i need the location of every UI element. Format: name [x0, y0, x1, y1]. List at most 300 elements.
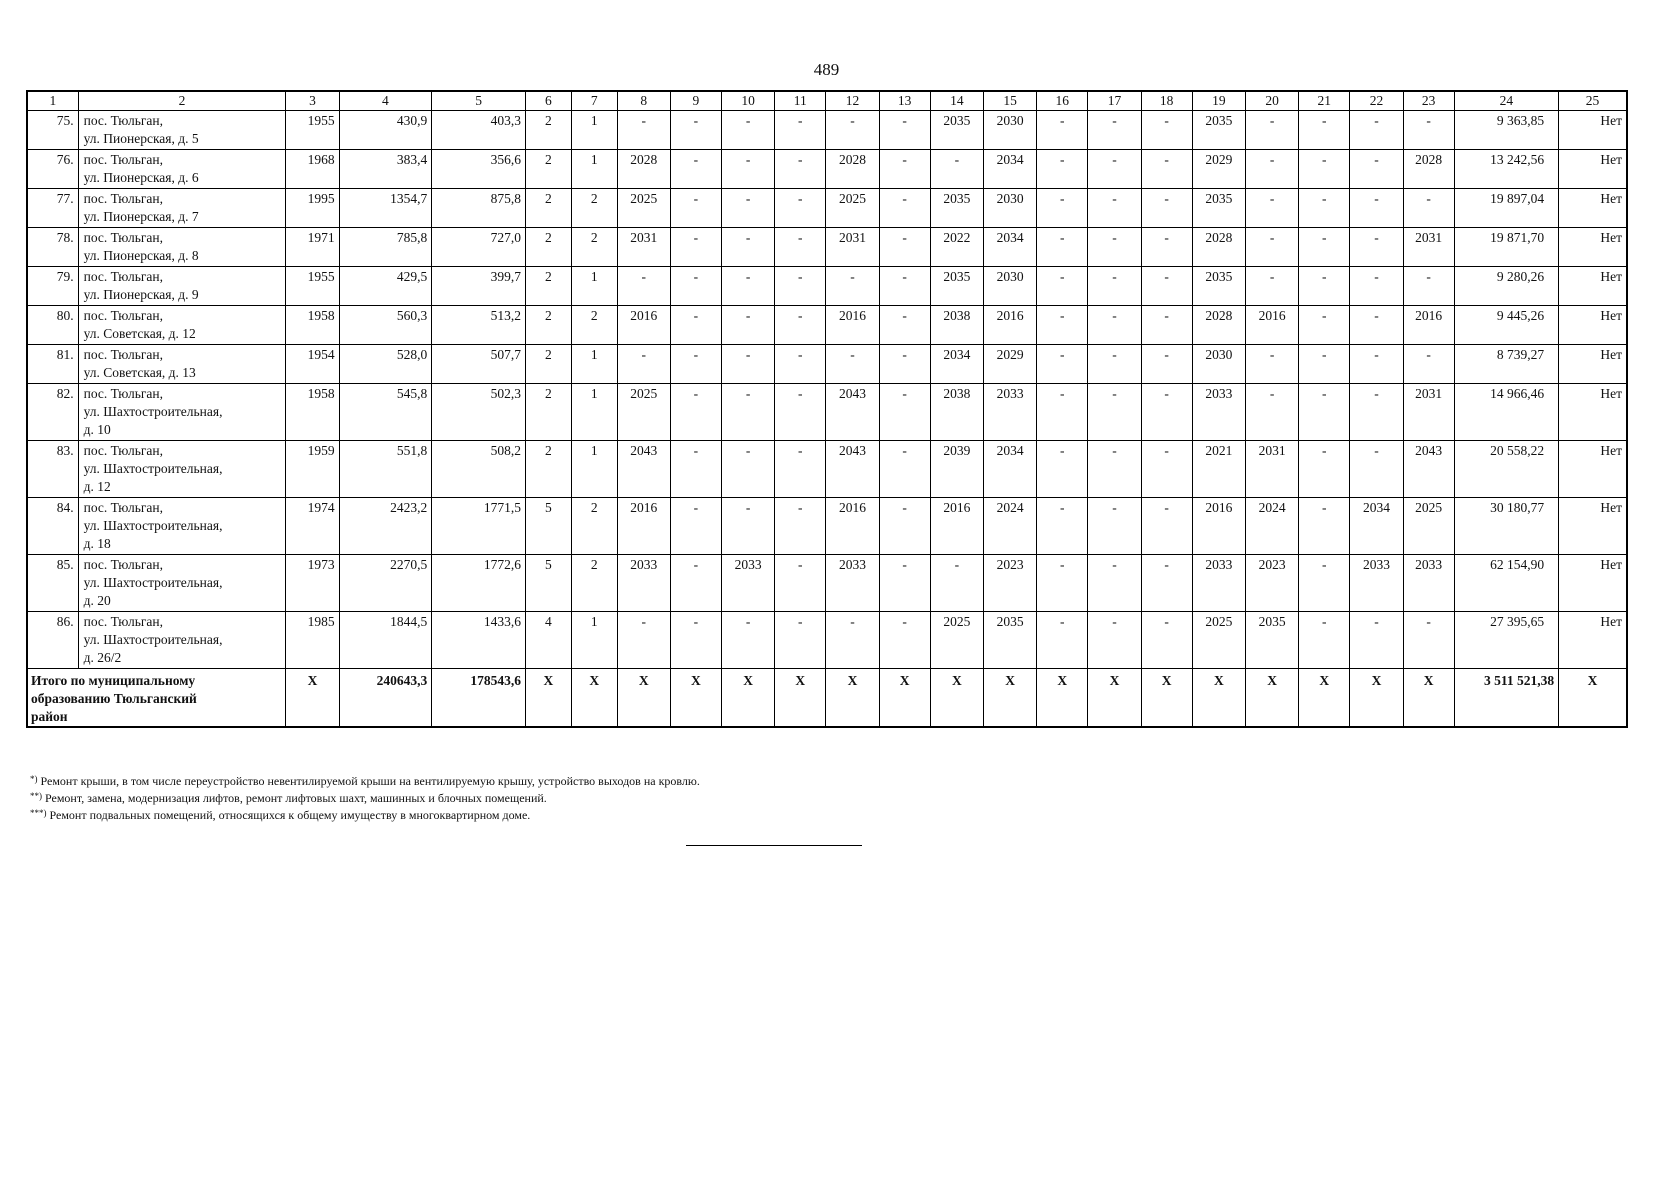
column-value-c10: -: [721, 111, 774, 150]
address-street: ул. Пионерская, д. 8: [83, 248, 199, 263]
total-x-cell: X: [1088, 669, 1141, 728]
column-value-c13: -: [879, 111, 930, 150]
year-cell: 1959: [286, 441, 339, 498]
flag-cell: Нет: [1559, 306, 1627, 345]
column-value-c7: 1: [571, 150, 617, 189]
column-value-c8: 2025: [617, 384, 670, 441]
column-value-c20: -: [1245, 267, 1298, 306]
column-value-c23: 2043: [1403, 441, 1454, 498]
column-value-c10: -: [721, 267, 774, 306]
column-value-c22: 2034: [1350, 498, 1403, 555]
column-value-c13: -: [879, 612, 930, 669]
address-cell: [78, 306, 286, 345]
housing-repair-table: [26, 90, 1628, 728]
column-value-c11: -: [775, 150, 826, 189]
flag-cell: Нет: [1559, 345, 1627, 384]
flag-cell: Нет: [1559, 150, 1627, 189]
column-header: 21: [1299, 91, 1350, 111]
column-value-c19: 2028: [1192, 228, 1245, 267]
address-settlement: пос. Тюльган,: [83, 347, 164, 362]
column-value-c21: -: [1299, 612, 1350, 669]
column-header: 20: [1245, 91, 1298, 111]
total-row: [27, 669, 1627, 728]
flag-cell: Нет: [1559, 384, 1627, 441]
column-value-c21: -: [1299, 345, 1350, 384]
column-value-c6: 2: [526, 441, 572, 498]
column-value-c22: -: [1350, 384, 1403, 441]
column-value-c22: -: [1350, 345, 1403, 384]
column-value-c9: -: [670, 612, 721, 669]
column-value-c23: 2025: [1403, 498, 1454, 555]
address-cell: [78, 612, 286, 669]
column-value-c11: -: [775, 228, 826, 267]
column-value-c8: 2028: [617, 150, 670, 189]
column-header: 8: [617, 91, 670, 111]
column-value-c14: -: [930, 555, 983, 612]
column-value-c17: -: [1088, 189, 1141, 228]
year-cell: 1955: [286, 267, 339, 306]
column-value-c6: 2: [526, 150, 572, 189]
row-number: 83.: [27, 441, 78, 498]
column-value-c17: -: [1088, 150, 1141, 189]
cost-cell: 27 395,65: [1454, 612, 1558, 669]
cost-cell: 14 966,46: [1454, 384, 1558, 441]
cost-cell: 19 897,04: [1454, 189, 1558, 228]
column-value-c12: 2028: [826, 150, 879, 189]
column-value-c9: -: [670, 111, 721, 150]
column-value-c16: -: [1037, 189, 1088, 228]
address-settlement: пос. Тюльган,: [83, 500, 164, 515]
column-value-c20: 2035: [1245, 612, 1298, 669]
column-header: 25: [1559, 91, 1627, 111]
column-value-c14: 2035: [930, 189, 983, 228]
living-area-cell: 1433,6: [432, 612, 526, 669]
column-value-c21: -: [1299, 189, 1350, 228]
column-value-c9: -: [670, 441, 721, 498]
column-value-c16: -: [1037, 111, 1088, 150]
address-settlement: пос. Тюльган,: [83, 614, 164, 629]
column-value-c6: 5: [526, 498, 572, 555]
column-value-c7: 1: [571, 111, 617, 150]
address-house: д. 12: [83, 479, 111, 494]
footnote-mark: **): [30, 791, 42, 801]
column-value-c23: 2016: [1403, 306, 1454, 345]
column-value-c18: -: [1141, 150, 1192, 189]
total-area-cell: 1354,7: [339, 189, 432, 228]
column-value-c11: -: [775, 267, 826, 306]
column-header: 15: [983, 91, 1036, 111]
column-value-c10: -: [721, 345, 774, 384]
column-value-c17: -: [1088, 441, 1141, 498]
column-value-c11: -: [775, 498, 826, 555]
address-street: ул. Пионерская, д. 5: [83, 131, 199, 146]
page-number: 489: [813, 60, 840, 79]
living-area-cell: 1772,6: [432, 555, 526, 612]
cost-cell: 8 739,27: [1454, 345, 1558, 384]
address-street: ул. Пионерская, д. 7: [83, 209, 199, 224]
living-area-cell: 727,0: [432, 228, 526, 267]
column-value-c12: 2016: [826, 498, 879, 555]
year-cell: 1968: [286, 150, 339, 189]
column-header: 6: [526, 91, 572, 111]
column-header: 7: [571, 91, 617, 111]
year-cell: 1971: [286, 228, 339, 267]
column-value-c11: -: [775, 111, 826, 150]
cost-cell: 9 445,26: [1454, 306, 1558, 345]
address-settlement: пос. Тюльган,: [83, 230, 164, 245]
column-header: 3: [286, 91, 339, 111]
column-value-c10: -: [721, 441, 774, 498]
address-cell: [78, 384, 286, 441]
column-value-c16: -: [1037, 612, 1088, 669]
column-value-c8: -: [617, 111, 670, 150]
column-value-c13: -: [879, 150, 930, 189]
address-cell: [78, 228, 286, 267]
year-cell: 1954: [286, 345, 339, 384]
footnote-mark: ***): [30, 808, 47, 818]
column-value-c21: -: [1299, 267, 1350, 306]
column-value-c20: 2023: [1245, 555, 1298, 612]
address-street: ул. Шахтостроительная,: [83, 461, 223, 476]
column-header: 9: [670, 91, 721, 111]
column-value-c10: -: [721, 189, 774, 228]
column-header: 16: [1037, 91, 1088, 111]
column-value-c23: 2033: [1403, 555, 1454, 612]
address-settlement: пос. Тюльган,: [83, 557, 164, 572]
column-value-c8: 2033: [617, 555, 670, 612]
column-value-c12: -: [826, 345, 879, 384]
column-value-c19: 2029: [1192, 150, 1245, 189]
address-street: ул. Шахтостроительная,: [83, 632, 223, 647]
column-header: 5: [432, 91, 526, 111]
total-x-cell: X: [1559, 669, 1627, 728]
column-value-c17: -: [1088, 111, 1141, 150]
column-value-c13: -: [879, 384, 930, 441]
cost-cell: 9 363,85: [1454, 111, 1558, 150]
column-value-c12: -: [826, 612, 879, 669]
column-value-c16: -: [1037, 150, 1088, 189]
total-x-cell: X: [670, 669, 721, 728]
column-value-c14: 2034: [930, 345, 983, 384]
column-value-c17: -: [1088, 345, 1141, 384]
column-value-c17: -: [1088, 498, 1141, 555]
column-value-c15: 2035: [983, 612, 1036, 669]
column-value-c23: -: [1403, 267, 1454, 306]
year-cell: 1985: [286, 612, 339, 669]
column-header: 22: [1350, 91, 1403, 111]
column-value-c21: -: [1299, 384, 1350, 441]
column-value-c14: 2025: [930, 612, 983, 669]
total-area-cell: 551,8: [339, 441, 432, 498]
column-value-c21: -: [1299, 150, 1350, 189]
column-value-c14: -: [930, 150, 983, 189]
column-value-c18: -: [1141, 228, 1192, 267]
address-street: ул. Советская, д. 12: [83, 326, 196, 341]
column-value-c13: -: [879, 555, 930, 612]
column-header: 11: [775, 91, 826, 111]
column-value-c8: 2043: [617, 441, 670, 498]
address-cell: [78, 345, 286, 384]
column-value-c15: 2029: [983, 345, 1036, 384]
column-header: 24: [1454, 91, 1558, 111]
living-area-cell: 507,7: [432, 345, 526, 384]
column-value-c16: -: [1037, 306, 1088, 345]
column-value-c7: 2: [571, 555, 617, 612]
total-label-line: образованию Тюльганский: [31, 691, 197, 706]
table-row: [27, 267, 1627, 306]
column-value-c6: 5: [526, 555, 572, 612]
column-value-c15: 2030: [983, 111, 1036, 150]
column-value-c11: -: [775, 612, 826, 669]
column-value-c20: -: [1245, 384, 1298, 441]
total-x-cell: X: [1350, 669, 1403, 728]
total-x-cell: X: [1403, 669, 1454, 728]
flag-cell: Нет: [1559, 555, 1627, 612]
column-value-c19: 2035: [1192, 189, 1245, 228]
column-header: 17: [1088, 91, 1141, 111]
column-value-c18: -: [1141, 189, 1192, 228]
column-value-c13: -: [879, 267, 930, 306]
address-street: ул. Советская, д. 13: [83, 365, 196, 380]
living-area-cell: 513,2: [432, 306, 526, 345]
row-number: 77.: [27, 189, 78, 228]
living-area-cell: 1771,5: [432, 498, 526, 555]
address-cell: [78, 267, 286, 306]
column-value-c18: -: [1141, 384, 1192, 441]
column-value-c16: -: [1037, 228, 1088, 267]
total-x-cell: X: [526, 669, 572, 728]
column-value-c20: 2016: [1245, 306, 1298, 345]
cost-sum: 3 511 521,38: [1454, 669, 1558, 728]
total-x-cell: X: [571, 669, 617, 728]
column-header: 14: [930, 91, 983, 111]
column-value-c18: -: [1141, 498, 1192, 555]
total-area-cell: 528,0: [339, 345, 432, 384]
column-header: 4: [339, 91, 432, 111]
column-value-c19: 2025: [1192, 612, 1245, 669]
column-value-c14: 2038: [930, 384, 983, 441]
total-x-cell: X: [826, 669, 879, 728]
footnote-text: Ремонт, замена, модернизация лифтов, ремонт лифтовых шахт, машинных и блочных помещений.: [42, 791, 547, 805]
column-value-c10: -: [721, 612, 774, 669]
column-value-c21: -: [1299, 498, 1350, 555]
table-row: [27, 384, 1627, 441]
column-header: 18: [1141, 91, 1192, 111]
column-value-c17: -: [1088, 267, 1141, 306]
flag-cell: Нет: [1559, 267, 1627, 306]
address-house: д. 20: [83, 593, 111, 608]
address-settlement: пос. Тюльган,: [83, 113, 164, 128]
total-area-sum: 240643,3: [339, 669, 432, 728]
column-value-c13: -: [879, 306, 930, 345]
living-area-cell: 399,7: [432, 267, 526, 306]
address-street: ул. Пионерская, д. 9: [83, 287, 199, 302]
total-area-cell: 545,8: [339, 384, 432, 441]
table-body: [27, 91, 1627, 727]
column-value-c7: 1: [571, 345, 617, 384]
column-value-c9: -: [670, 498, 721, 555]
column-value-c6: 2: [526, 306, 572, 345]
column-value-c6: 2: [526, 189, 572, 228]
living-area-cell: 875,8: [432, 189, 526, 228]
column-value-c10: -: [721, 306, 774, 345]
column-value-c12: 2031: [826, 228, 879, 267]
row-number: 82.: [27, 384, 78, 441]
column-value-c16: -: [1037, 267, 1088, 306]
column-value-c10: -: [721, 228, 774, 267]
column-value-c11: -: [775, 189, 826, 228]
address-street: ул. Шахтостроительная,: [83, 404, 223, 419]
table-row: [27, 345, 1627, 384]
column-value-c8: 2016: [617, 498, 670, 555]
column-value-c18: -: [1141, 306, 1192, 345]
total-area-cell: 785,8: [339, 228, 432, 267]
address-cell: [78, 441, 286, 498]
living-area-cell: 508,2: [432, 441, 526, 498]
column-value-c18: -: [1141, 441, 1192, 498]
column-value-c20: 2031: [1245, 441, 1298, 498]
column-value-c16: -: [1037, 498, 1088, 555]
address-cell: [78, 111, 286, 150]
column-value-c15: 2016: [983, 306, 1036, 345]
column-value-c20: -: [1245, 189, 1298, 228]
column-value-c18: -: [1141, 555, 1192, 612]
column-value-c15: 2030: [983, 189, 1036, 228]
column-value-c9: -: [670, 228, 721, 267]
column-value-c8: -: [617, 612, 670, 669]
total-area-cell: 2270,5: [339, 555, 432, 612]
row-number: 78.: [27, 228, 78, 267]
column-value-c23: -: [1403, 345, 1454, 384]
flag-cell: Нет: [1559, 441, 1627, 498]
row-number: 75.: [27, 111, 78, 150]
column-header: 1: [27, 91, 78, 111]
column-value-c19: 2033: [1192, 384, 1245, 441]
column-value-c10: -: [721, 384, 774, 441]
column-value-c8: -: [617, 267, 670, 306]
footnotes: [30, 773, 700, 824]
year-cell: 1995: [286, 189, 339, 228]
address-settlement: пос. Тюльган,: [83, 152, 164, 167]
address-house: д. 10: [83, 422, 111, 437]
column-value-c15: 2023: [983, 555, 1036, 612]
table-row: [27, 111, 1627, 150]
row-number: 84.: [27, 498, 78, 555]
table-row: [27, 612, 1627, 669]
year-cell: 1973: [286, 555, 339, 612]
address-cell: [78, 189, 286, 228]
column-header: 13: [879, 91, 930, 111]
row-number: 80.: [27, 306, 78, 345]
total-label: [27, 669, 286, 728]
address-street: ул. Шахтостроительная,: [83, 575, 223, 590]
column-value-c6: 2: [526, 384, 572, 441]
column-value-c19: 2035: [1192, 111, 1245, 150]
column-value-c22: -: [1350, 306, 1403, 345]
column-value-c20: -: [1245, 345, 1298, 384]
column-value-c20: 2024: [1245, 498, 1298, 555]
table-row: [27, 498, 1627, 555]
column-value-c9: -: [670, 384, 721, 441]
column-value-c16: -: [1037, 555, 1088, 612]
address-settlement: пос. Тюльган,: [83, 386, 164, 401]
address-street: ул. Пионерская, д. 6: [83, 170, 199, 185]
column-value-c15: 2034: [983, 228, 1036, 267]
table-row: [27, 228, 1627, 267]
column-value-c10: -: [721, 498, 774, 555]
column-value-c13: -: [879, 498, 930, 555]
column-value-c19: 2035: [1192, 267, 1245, 306]
living-area-cell: 356,6: [432, 150, 526, 189]
column-value-c12: 2043: [826, 441, 879, 498]
column-value-c19: 2033: [1192, 555, 1245, 612]
column-value-c20: -: [1245, 111, 1298, 150]
address-cell: [78, 150, 286, 189]
row-number: 76.: [27, 150, 78, 189]
column-value-c8: 2025: [617, 189, 670, 228]
column-value-c11: -: [775, 384, 826, 441]
column-value-c23: -: [1403, 189, 1454, 228]
row-number: 86.: [27, 612, 78, 669]
column-value-c9: -: [670, 150, 721, 189]
column-header: 19: [1192, 91, 1245, 111]
column-value-c16: -: [1037, 441, 1088, 498]
column-value-c13: -: [879, 228, 930, 267]
footnote-text: Ремонт крыши, в том числе переустройство невентилируемой крыши на вентилируемую крышу, устройство выходов на кровлю.: [37, 774, 700, 788]
column-value-c21: -: [1299, 441, 1350, 498]
year-cell: 1958: [286, 306, 339, 345]
footnote: [30, 807, 700, 824]
column-value-c10: 2033: [721, 555, 774, 612]
column-value-c18: -: [1141, 267, 1192, 306]
column-value-c13: -: [879, 345, 930, 384]
address-settlement: пос. Тюльган,: [83, 191, 164, 206]
cost-cell: 13 242,56: [1454, 150, 1558, 189]
column-value-c15: 2033: [983, 384, 1036, 441]
total-x-cell: X: [983, 669, 1036, 728]
footnote: [30, 773, 700, 790]
column-value-c18: -: [1141, 111, 1192, 150]
cost-cell: 9 280,26: [1454, 267, 1558, 306]
column-value-c23: -: [1403, 111, 1454, 150]
living-area-sum: 178543,6: [432, 669, 526, 728]
column-value-c17: -: [1088, 384, 1141, 441]
column-value-c8: -: [617, 345, 670, 384]
column-value-c14: 2038: [930, 306, 983, 345]
flag-cell: Нет: [1559, 228, 1627, 267]
column-value-c12: 2033: [826, 555, 879, 612]
column-value-c22: -: [1350, 441, 1403, 498]
living-area-cell: 502,3: [432, 384, 526, 441]
footnote: [30, 790, 700, 807]
table-row: [27, 555, 1627, 612]
column-value-c7: 2: [571, 189, 617, 228]
column-value-c14: 2035: [930, 267, 983, 306]
column-value-c14: 2035: [930, 111, 983, 150]
row-number: 85.: [27, 555, 78, 612]
column-value-c7: 1: [571, 612, 617, 669]
column-value-c6: 2: [526, 228, 572, 267]
column-value-c21: -: [1299, 306, 1350, 345]
column-value-c6: 2: [526, 111, 572, 150]
year-cell: 1958: [286, 384, 339, 441]
column-value-c23: 2028: [1403, 150, 1454, 189]
row-number: 79.: [27, 267, 78, 306]
address-settlement: пос. Тюльган,: [83, 308, 164, 323]
column-value-c22: -: [1350, 228, 1403, 267]
column-value-c22: -: [1350, 111, 1403, 150]
column-value-c22: -: [1350, 267, 1403, 306]
